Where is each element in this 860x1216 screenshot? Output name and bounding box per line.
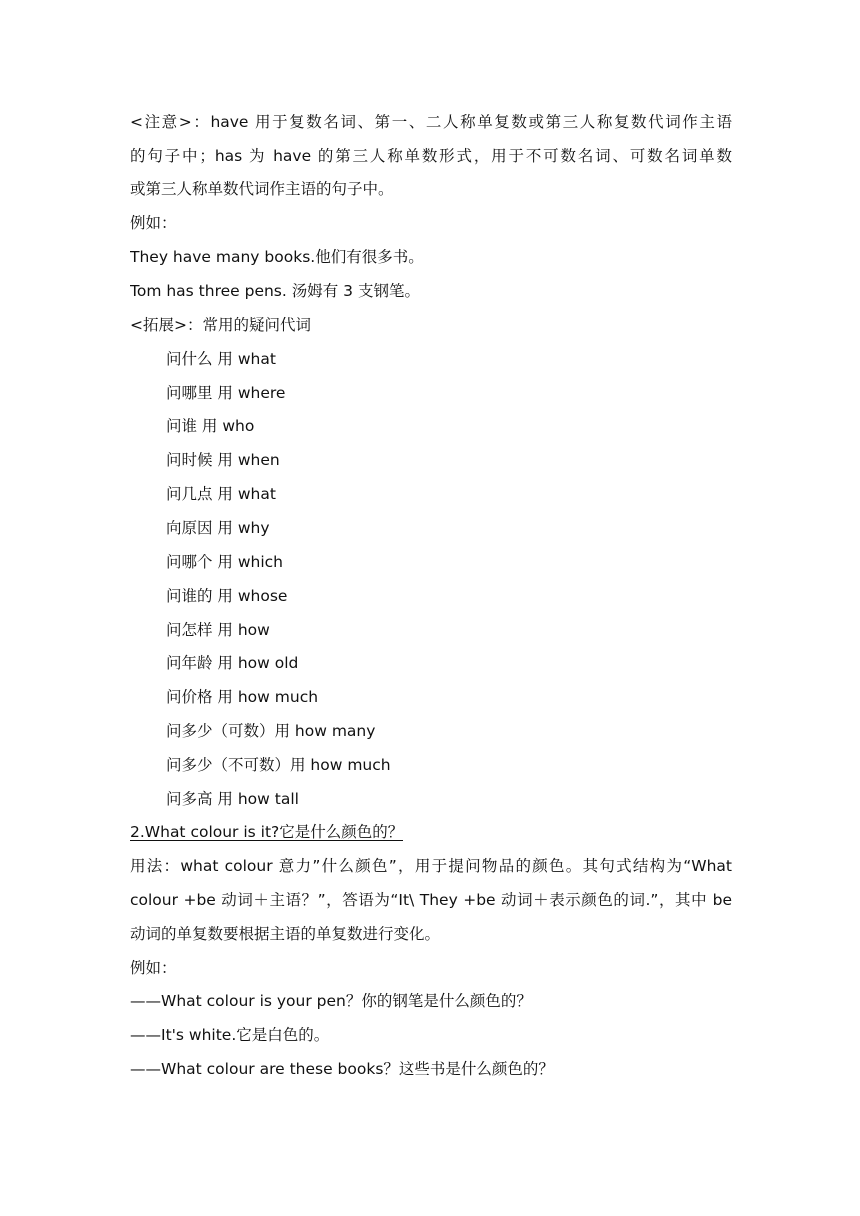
example-sentence-2: Tom has three pens. 汤姆有 3 支钢笔。: [130, 282, 420, 300]
pronoun-item-when: 问时候 用 when: [166, 451, 280, 469]
note-line-3: 或第三人称单数代词作主语的句子中。: [130, 180, 394, 198]
pronoun-item-how-many: 问多少（可数）用 how many: [166, 722, 376, 740]
note-line-2: 的句子中；has 为 have 的第三人称单数形式，用于不可数名词、可数名词单数: [130, 147, 732, 165]
example-sentence-1: They have many books.他们有很多书。: [130, 248, 424, 266]
usage-line-2: colour +be 动词＋主语？”，答语为“It\ They +be 动词＋表示颜色的词.”，其中 be: [130, 891, 732, 909]
pronoun-item-how: 问怎样 用 how: [166, 621, 270, 639]
pronoun-item-how-much-price: 问价格 用 how much: [166, 688, 319, 706]
usage-line-3: 动词的单复数要根据主语的单复数进行变化。: [130, 925, 441, 943]
dialogue-line-1: ——What colour is your pen？你的钢笔是什么颜色的？: [130, 992, 532, 1010]
pronoun-item-why: 向原因 用 why: [166, 519, 270, 537]
dialogue-line-2: ——It's white.它是白色的。: [130, 1026, 330, 1044]
pronoun-item-what-time: 问几点 用 what: [166, 485, 276, 503]
pronoun-item-what: 问什么 用 what: [166, 350, 276, 368]
example-label: 例如：: [130, 214, 177, 232]
extension-title: <拓展>：常用的疑问代词: [130, 316, 311, 334]
pronoun-item-how-old: 问年龄 用 how old: [166, 654, 299, 672]
section-2-heading: 2.What colour is it?它是什么颜色的？: [130, 823, 404, 841]
pronoun-item-whose: 问谁的 用 whose: [166, 587, 288, 605]
example-label-2: 例如：: [130, 959, 177, 977]
pronoun-item-how-much: 问多少（不可数）用 how much: [166, 756, 391, 774]
note-line-1: <注意>：have 用于复数名词、第一、二人称单复数或第三人称复数代词作主语: [130, 113, 732, 131]
dialogue-line-3: ——What colour are these books？这些书是什么颜色的？: [130, 1060, 554, 1078]
pronoun-item-who: 问谁 用 who: [166, 417, 255, 435]
pronoun-item-how-tall: 问多高 用 how tall: [166, 790, 299, 808]
usage-line-1: 用法：what colour 意力”什么颜色”，用于提问物品的颜色。其句式结构为“What: [130, 857, 732, 875]
pronoun-item-where: 问哪里 用 where: [166, 384, 286, 402]
pronoun-item-which: 问哪个 用 which: [166, 553, 284, 571]
